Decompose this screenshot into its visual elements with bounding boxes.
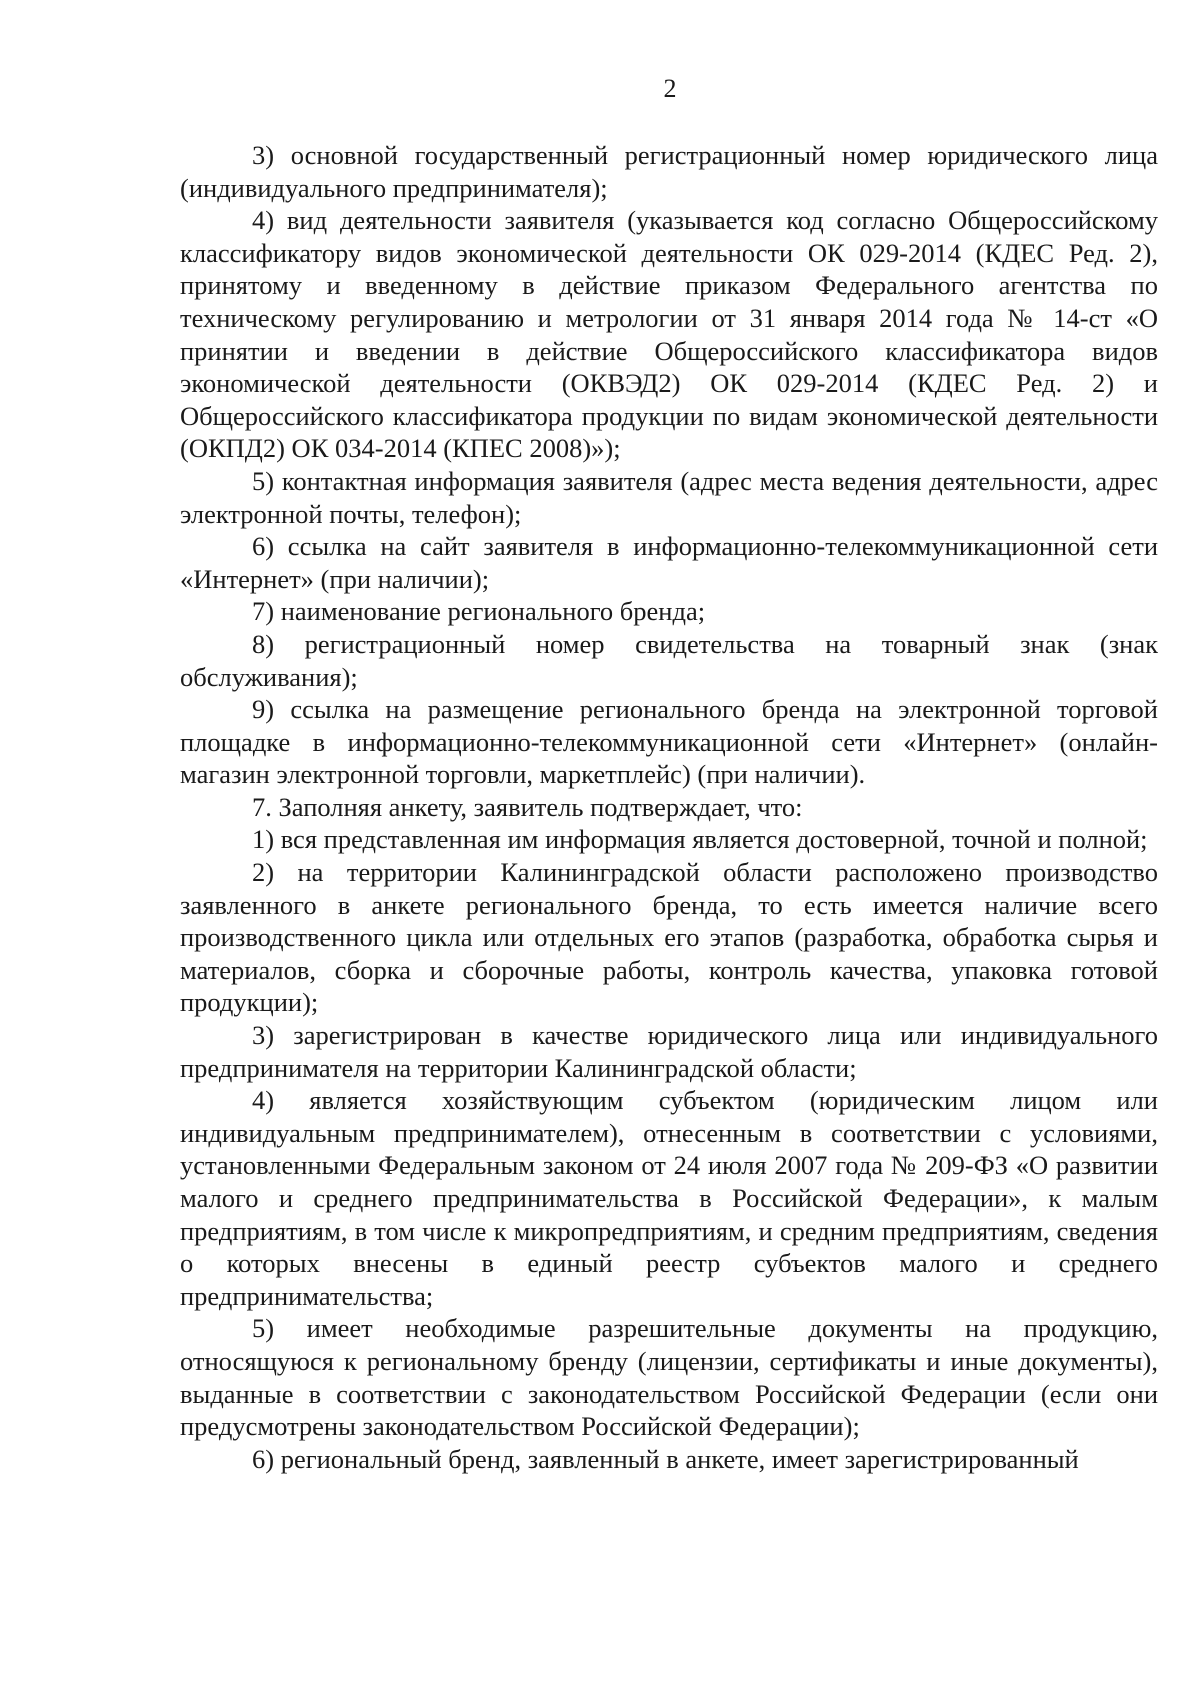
paragraph-item-8: 8) регистрационный номер свидетельства на товарный знак (знак обслуживания); xyxy=(180,628,1158,692)
paragraph-item-6: 6) ссылка на сайт заявителя в информационно-телекоммуникационной сети «Интернет» (при наличии); xyxy=(180,531,1158,594)
page-number: 2 xyxy=(663,74,677,103)
paragraph-item-9: 9) ссылка на размещение регионального бренда на электронной торговой площадке в информационно-телекоммуникационной сети «Интернет» (онлайн-магазин электронной торговли, маркетплейс) (при наличии). xyxy=(180,694,1158,790)
confirmation-item-5: 5) имеет необходимые разрешительные документы на продукцию, относящуюся к региональному бренду (лицензии, сертификаты и иные документы), выданные в соответствии с законодательством Российской Федерации (если они предусмотрены законодательством Российской Федерации); xyxy=(180,1313,1158,1442)
section-7-heading: 7. Заполняя анкету, заявитель подтверждает, что: xyxy=(252,791,803,822)
confirmation-item-3: 3) зарегистрирован в качестве юридического лица или индивидуального предпринимателя на территории Калининградской области; xyxy=(180,1020,1158,1083)
confirmation-item-6: 6) региональный бренд, заявленный в анкете, имеет зарегистрированный xyxy=(252,1443,1079,1474)
paragraph-item-3: 3) основной государственный регистрационный номер юридического лица (индивидуального предпринимателя); xyxy=(180,140,1158,203)
confirmation-item-4: 4) является хозяйствующим субъектом (юридическим лицом или индивидуальным предпринимателем), отнесенным в соответствии с условиями, установленными Федеральным законом от 24 июля 2007 года № 209-ФЗ «О развитии малого и среднего предпринимательства в Российской Федерации», к малым предприятиям, в том числе к микропредприятиям, и средним предприятиям, сведения о которых внесены в единый реестр субъектов малого и среднего предпринимательства; xyxy=(180,1085,1158,1311)
confirmation-item-2: 2) на территории Калининградской области расположено производство заявленного в анкете регионального бренда, то есть имеется наличие всего производственного цикла или отдельных его этапов (разработка, обработка сырья и материалов, сборка и сборочные работы, контроль качества, упаковка готовой продукции); xyxy=(180,857,1158,1018)
confirmation-item-1: 1) вся представленная им информация является достоверной, точной и полной; xyxy=(252,824,1148,855)
document-body xyxy=(180,139,1158,1475)
paragraph-item-7: 7) наименование регионального бренда; xyxy=(252,596,706,627)
paragraph-item-4: 4) вид деятельности заявителя (указывается код согласно Общероссийскому классификатору видов экономической деятельности ОК 029-2014 (КДЕС Ред. 2), принятому и введенному в действие приказом Федерального агентства по техническому регулированию и метрологии от 31 января 2014 года № 14-ст «О принятии и введении в действие Общероссийского классификатора видов экономической деятельности (ОКВЭД2) ОК 029-2014 (КДЕС Ред. 2) и Общероссийского классификатора продукции по видам экономической деятельности (ОКПД2) ОК 034-2014 (КПЕС 2008)»); xyxy=(180,205,1158,464)
paragraph-item-5: 5) контактная информация заявителя (адрес места ведения деятельности, адрес электронной почты, телефон); xyxy=(180,465,1158,529)
